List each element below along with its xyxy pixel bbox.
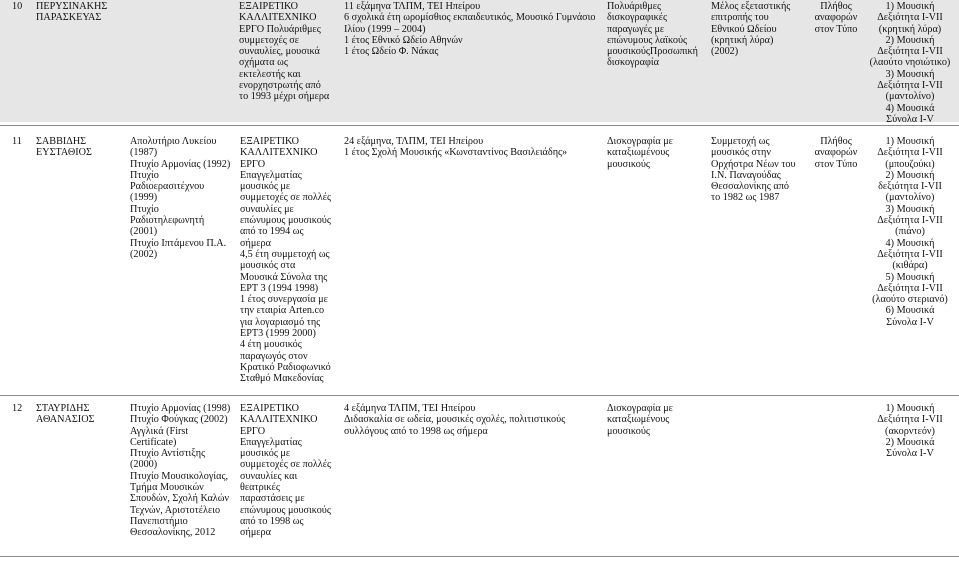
cell-teaching: 4 εξάμηνα ΤΛΠΜ, ΤΕΙ Ηπείρου Διδασκαλία σε ωδεία, μουσικές σχολές, πολιτιστικούς συλλόγους από το 1998 ως σήμερα (344, 403, 566, 437)
cell-teaching: 11 εξάμηνα ΤΛΠΜ, ΤΕΙ Ηπείρου 6 σχολικά έτη ωρομίσθιος εκπαιδευτικός, Μουσικό Γυμνάσιο Ιλίου (1999 – 2004) 1 έτος Εθνικό Ωδείο Αθηνών 1 έτος Ωδείο Φ. Νάκας (344, 1, 596, 58)
cell-degrees: Απολυτήριο Λυκείου (1987) Πτυχίο Αρμονίας (1992) Πτυχίο Ραδιοερασιτέχνου (1999) Πτυχίο Ραδιοτηλεφωνητή (2001) Πτυχίο Ιπτάμενου Π.Α. (2002) (130, 136, 231, 260)
cell-press: Πλήθος αναφορών στον Τύπο (814, 136, 858, 170)
cell-courses: 1) Μουσική Δεξιότητα I-VII (κρητική λύρα) 2) Μουσική Δεξιότητα I-VII (λαούτο νησιώτικο) 3) Μουσική Δεξιότητα I-VII (μαντολίνο) 4) Μουσικά Σύνολα I-V (869, 1, 951, 125)
cell-name: ΣΤΑΥΡΙΔΗΣ ΑΘΑΝΑΣΙΟΣ (36, 403, 95, 426)
cell-name: ΠΕΡΥΣΙΝΑΚΗΣ ΠΑΡΑΣΚΕΥΑΣ (36, 1, 108, 24)
cell-discography: Πολυάριθμες δισκογραφικές παραγωγές με επώνυμους λαϊκούς μουσικούςΠροσωπική δισκογραφία (607, 1, 698, 69)
cell-artistic-work: ΕΞΑΙΡΕΤΙΚΟ ΚΑΛΛΙΤΕΧΝΙΚΟ ΕΡΓΟ Επαγγελματίας μουσικός με συμμετοχές σε πολλές συναυλίες και θεατρικές παραστάσεις με επώνυμους μουσικούς από το 1998 ως σήμερα (240, 403, 332, 539)
cell-discography: Δισκογραφία με καταξιωμένους μουσικούς (607, 403, 673, 437)
cell-artistic-work: ΕΞΑΙΡΕΤΙΚΟ ΚΑΛΛΙΤΕΧΝΙΚΟ ΕΡΓΟ Πολυάριθμες συμμετοχές σε συναυλίες, μουσικά σχήματα ως εκτελεστής και ενορχηστρωτής από το 1993 μέχρι σήμερα (239, 1, 330, 103)
row-divider (0, 556, 959, 557)
table-row (0, 403, 959, 543)
cell-number: 11 (12, 136, 22, 147)
cell-memberships: Συμμετοχή ως μουσικός στην Ορχήστρα Νέων του Ι.Ν. Παναγούδας Θεσσαλονίκης από το 1982 ως 1987 (711, 136, 796, 204)
cell-discography: Δισκογραφία με καταξιωμένους μουσικούς (607, 136, 673, 170)
cell-number: 12 (12, 403, 23, 414)
row-divider (0, 395, 959, 396)
table-row (0, 0, 959, 125)
cell-name: ΣΑΒΒΙΔΗΣ ΕΥΣΤΑΘΙΟΣ (36, 136, 92, 159)
cell-artistic-work: ΕΞΑΙΡΕΤΙΚΟ ΚΑΛΛΙΤΕΧΝΙΚΟ ΕΡΓΟ Επαγγελματίας μουσικός με συμμετοχές σε πολλές συναυλίες με επώνυμους μουσικούς από το 1994 ως σήμερα 4,5 έτη συμμετοχή ως μουσικός στα Μουσικά Σύνολα της ΕΡΤ 3 (1994 1998) 1 έτος συνεργασία με την εταιρία Arten.co για λογαριασμό της ΕΡΤ3 (1999 2000) 4 έτη μουσικός παραγωγός στον Κρατικό Ραδιοφωνικό Σταθμό Μακεδονίας (240, 136, 332, 385)
row-divider (0, 125, 959, 126)
cell-teaching: 24 εξάμηνα, ΤΛΠΜ, ΤΕΙ Ηπείρου 1 έτος Σχολή Μουσικής «Κωνσταντίνος Βασιλειάδης» (344, 136, 568, 159)
cell-memberships: Μέλος εξεταστικής επιτροπής του Εθνικού Ωδείου (κρητική λύρα) (2002) (711, 1, 791, 58)
cell-press: Πλήθος αναφορών στον Τύπο (814, 1, 858, 35)
table-row (0, 136, 959, 386)
cell-courses: 1) Μουσική Δεξιότητα I-VII (ακορντεόν) 2) Μουσικά Σύνολα I-V (877, 403, 943, 460)
cell-courses: 1) Μουσική Δεξιότητα I-VII (μπουζούκι) 2) Μουσική δεξιότητα I-VII (μαντολίνο) 3) Μουσική Δεξιότητα I-VII (πιάνο) 4) Μουσική Δεξιότητα I-VII (κιθάρα) 5) Μουσική Δεξιότητα I-VII (λαούτο στεριανό) 6) Μουσικά Σύνολα I-V (872, 136, 948, 328)
cell-number: 10 (12, 1, 23, 12)
cell-degrees: Πτυχίο Αρμονίας (1998) Πτυχίο Φούγκας (2002) Αγγλικά (First Certificate) Πτυχίο Αντίστιξης (2000) Πτυχίο Μουσικολογίας, Τμήμα Μουσικών Σπουδών, Σχολή Καλών Τεχνών, Αριστοτέλειο Πανεπιστήμιο Θεσσαλονίκης, 2012 (130, 403, 231, 539)
